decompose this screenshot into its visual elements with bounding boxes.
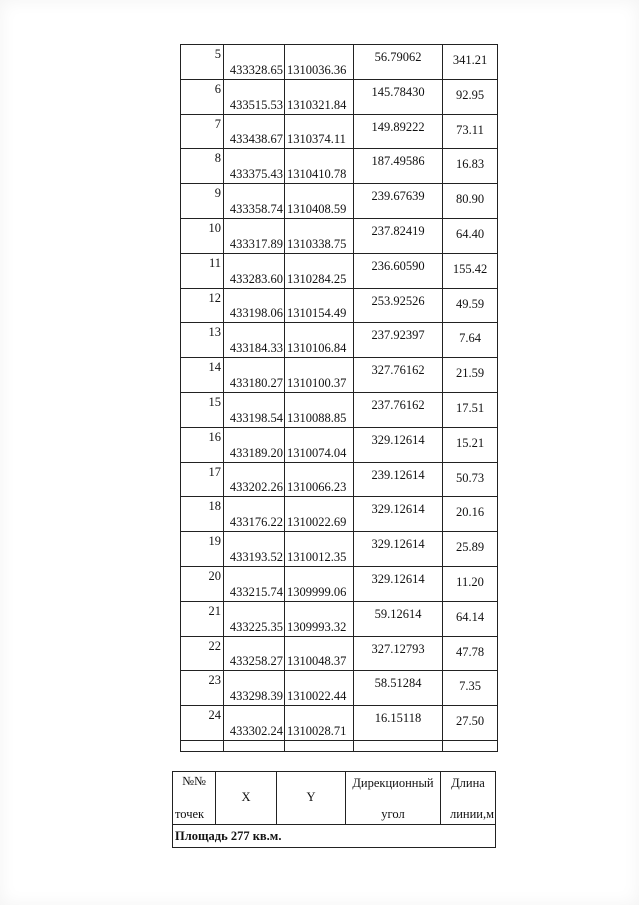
x-coordinate: 433225.35 — [229, 619, 283, 634]
line-length-cell — [443, 218, 498, 253]
point-number-cell — [181, 323, 224, 358]
header-x — [216, 772, 277, 825]
line-length: 50.73 — [455, 470, 485, 485]
line-length-cell — [443, 114, 498, 149]
direction-angle: 149.89222 — [371, 119, 425, 134]
direction-angle-cell — [354, 45, 443, 80]
point-number: 6 — [214, 81, 221, 96]
point-number-cell — [181, 288, 224, 323]
y-coordinate-cell — [285, 427, 354, 462]
table-row — [181, 114, 498, 149]
point-number-cell — [181, 149, 224, 184]
table-header — [172, 771, 496, 848]
line-length-cell — [443, 532, 498, 567]
point-number-cell — [181, 706, 224, 741]
point-number-cell — [181, 358, 224, 393]
line-length-cell — [443, 288, 498, 323]
point-number-cell — [181, 566, 224, 601]
direction-angle: 59.12614 — [374, 606, 422, 621]
line-length: 20.16 — [455, 505, 485, 520]
x-coordinate: 433193.52 — [229, 549, 283, 564]
table-row — [181, 636, 498, 671]
y-coordinate-cell — [285, 45, 354, 80]
empty-cell — [181, 740, 224, 751]
x-coordinate: 433198.06 — [229, 306, 283, 321]
table-row — [181, 253, 498, 288]
point-number-cell — [181, 636, 224, 671]
point-number: 24 — [208, 708, 221, 723]
header-point-number-top: №№ — [182, 774, 206, 788]
table-row — [181, 462, 498, 497]
area-row — [173, 825, 496, 848]
point-number-cell — [181, 671, 224, 706]
line-length-cell — [443, 636, 498, 671]
y-coordinate: 1310074.04 — [287, 445, 347, 460]
line-length: 64.14 — [455, 609, 485, 624]
direction-angle-cell — [354, 218, 443, 253]
x-coordinate-cell — [224, 532, 285, 567]
direction-angle: 239.67639 — [371, 189, 425, 204]
direction-angle-cell — [354, 79, 443, 114]
x-coordinate-cell — [224, 79, 285, 114]
x-coordinate: 433283.60 — [229, 271, 283, 286]
direction-angle-cell — [354, 149, 443, 184]
y-coordinate-cell — [285, 253, 354, 288]
x-coordinate-cell — [224, 601, 285, 636]
x-coordinate-cell — [224, 462, 285, 497]
point-number-cell — [181, 532, 224, 567]
line-length-cell — [443, 671, 498, 706]
point-number: 10 — [208, 220, 221, 235]
table-row — [181, 497, 498, 532]
y-coordinate: 1310408.59 — [287, 201, 347, 216]
point-number: 23 — [208, 673, 221, 688]
y-coordinate: 1310100.37 — [287, 375, 347, 390]
x-coordinate: 433180.27 — [229, 375, 283, 390]
line-length: 7.64 — [459, 331, 481, 346]
direction-angle: 56.79062 — [374, 50, 422, 64]
x-coordinate-cell — [224, 671, 285, 706]
header-point-number-bottom: точек — [175, 807, 205, 821]
point-number: 17 — [208, 464, 221, 479]
direction-angle-cell — [354, 358, 443, 393]
direction-angle-cell — [354, 253, 443, 288]
y-coordinate: 1310321.84 — [287, 97, 347, 112]
table-row — [181, 45, 498, 80]
direction-angle: 16.15118 — [374, 711, 422, 726]
y-coordinate: 1310154.49 — [287, 306, 347, 321]
point-number-cell — [181, 427, 224, 462]
point-number-cell — [181, 184, 224, 219]
table-row — [181, 79, 498, 114]
header-y-label: Y — [306, 790, 316, 804]
point-number-cell — [181, 218, 224, 253]
direction-angle: 237.76162 — [371, 397, 425, 412]
direction-angle-cell — [354, 184, 443, 219]
y-coordinate: 1310048.37 — [287, 654, 347, 669]
x-coordinate: 433358.74 — [229, 201, 283, 216]
y-coordinate-cell — [285, 392, 354, 427]
point-number-cell — [181, 392, 224, 427]
empty-cell — [443, 740, 498, 751]
y-coordinate-cell — [285, 184, 354, 219]
line-length: 11.20 — [456, 574, 484, 589]
y-coordinate-cell — [285, 462, 354, 497]
line-length: 73.11 — [456, 122, 484, 137]
x-coordinate-cell — [224, 392, 285, 427]
y-coordinate: 1310028.71 — [287, 723, 347, 738]
header-length-bottom: линии,м — [449, 807, 494, 821]
table-row — [181, 706, 498, 741]
direction-angle: 329.12614 — [371, 537, 425, 552]
y-coordinate: 1310066.23 — [287, 480, 347, 495]
x-coordinate: 433317.89 — [229, 236, 283, 251]
y-coordinate: 1310022.69 — [287, 515, 347, 530]
line-length-cell — [443, 566, 498, 601]
y-coordinate-cell — [285, 114, 354, 149]
x-coordinate: 433438.67 — [229, 132, 283, 147]
point-number-cell — [181, 114, 224, 149]
line-length-cell — [443, 497, 498, 532]
empty-cell — [354, 740, 443, 751]
x-coordinate-cell — [224, 497, 285, 532]
x-coordinate: 433189.20 — [229, 445, 283, 460]
direction-angle-cell — [354, 601, 443, 636]
point-number: 9 — [214, 186, 221, 201]
y-coordinate: 1310374.11 — [287, 132, 346, 147]
x-coordinate: 433302.24 — [229, 723, 283, 738]
y-coordinate-cell — [285, 706, 354, 741]
x-coordinate-cell — [224, 566, 285, 601]
direction-angle-cell — [354, 288, 443, 323]
line-length: 25.89 — [455, 540, 485, 555]
table-row — [181, 288, 498, 323]
table-row — [181, 566, 498, 601]
point-number-cell — [181, 497, 224, 532]
point-number: 7 — [214, 116, 221, 131]
y-coordinate-cell — [285, 671, 354, 706]
x-coordinate-cell — [224, 114, 285, 149]
line-length: 92.95 — [455, 87, 485, 102]
point-number-cell — [181, 45, 224, 80]
y-coordinate-cell — [285, 149, 354, 184]
x-coordinate-cell — [224, 253, 285, 288]
direction-angle-cell — [354, 671, 443, 706]
header-y — [277, 772, 346, 825]
direction-angle: 329.12614 — [371, 571, 425, 586]
line-length: 47.78 — [455, 644, 485, 659]
point-number-cell — [181, 79, 224, 114]
table-row — [181, 184, 498, 219]
point-number-cell — [181, 253, 224, 288]
y-coordinate: 1310284.25 — [287, 271, 347, 286]
point-number: 8 — [214, 151, 221, 166]
line-length-cell — [443, 253, 498, 288]
direction-angle-cell — [354, 427, 443, 462]
line-length-cell — [443, 601, 498, 636]
point-number-cell — [181, 601, 224, 636]
y-coordinate: 1309993.32 — [287, 619, 347, 634]
line-length: 341.21 — [452, 53, 488, 67]
point-number: 19 — [208, 534, 221, 549]
direction-angle: 329.12614 — [371, 432, 425, 447]
point-number: 21 — [208, 603, 221, 618]
header-angle-bottom: угол — [381, 807, 405, 821]
point-number: 22 — [208, 638, 221, 653]
direction-angle: 187.49586 — [371, 154, 425, 169]
x-coordinate-cell — [224, 427, 285, 462]
direction-angle: 237.92397 — [371, 328, 425, 343]
y-coordinate: 1310036.36 — [287, 62, 347, 77]
direction-angle: 239.12614 — [371, 467, 425, 482]
x-coordinate-cell — [224, 288, 285, 323]
x-coordinate: 433258.27 — [229, 654, 283, 669]
line-length: 7.35 — [459, 679, 481, 694]
table-row — [181, 218, 498, 253]
direction-angle-cell — [354, 497, 443, 532]
table-row — [181, 532, 498, 567]
point-number: 11 — [208, 255, 221, 270]
x-coordinate-cell — [224, 184, 285, 219]
table-row — [181, 149, 498, 184]
coordinates-table — [180, 44, 498, 752]
header-angle — [346, 772, 441, 825]
direction-angle-cell — [354, 532, 443, 567]
y-coordinate: 1310410.78 — [287, 167, 347, 182]
table-row — [181, 323, 498, 358]
direction-angle-cell — [354, 636, 443, 671]
y-coordinate-cell — [285, 79, 354, 114]
direction-angle: 253.92526 — [371, 293, 425, 308]
y-coordinate-cell — [285, 566, 354, 601]
y-coordinate-cell — [285, 218, 354, 253]
empty-cell — [285, 740, 354, 751]
direction-angle: 327.12793 — [371, 641, 425, 656]
x-coordinate: 433328.65 — [229, 62, 283, 77]
header-length — [441, 772, 496, 825]
y-coordinate: 1310338.75 — [287, 236, 347, 251]
x-coordinate: 433215.74 — [229, 584, 283, 599]
direction-angle: 327.76162 — [371, 363, 425, 378]
x-coordinate-cell — [224, 45, 285, 80]
header-point-number — [173, 772, 216, 825]
point-number: 18 — [208, 499, 221, 514]
y-coordinate: 1310088.85 — [287, 410, 347, 425]
x-coordinate: 433176.22 — [229, 515, 283, 530]
direction-angle: 329.12614 — [371, 502, 425, 517]
x-coordinate-cell — [224, 218, 285, 253]
x-coordinate: 433202.26 — [229, 480, 283, 495]
point-number: 15 — [208, 394, 221, 409]
line-length-cell — [443, 358, 498, 393]
line-length: 16.83 — [455, 157, 485, 172]
table-row-empty — [181, 740, 498, 751]
line-length: 80.90 — [455, 192, 485, 207]
line-length-cell — [443, 462, 498, 497]
point-number: 20 — [208, 568, 221, 583]
direction-angle-cell — [354, 706, 443, 741]
point-number: 12 — [208, 290, 221, 305]
table-row — [181, 392, 498, 427]
table-row — [181, 427, 498, 462]
direction-angle: 237.82419 — [371, 223, 425, 238]
line-length-cell — [443, 706, 498, 741]
y-coordinate-cell — [285, 601, 354, 636]
line-length-cell — [443, 392, 498, 427]
y-coordinate-cell — [285, 636, 354, 671]
x-coordinate: 433198.54 — [229, 410, 283, 425]
direction-angle-cell — [354, 462, 443, 497]
line-length-cell — [443, 45, 498, 80]
x-coordinate-cell — [224, 636, 285, 671]
line-length-cell — [443, 149, 498, 184]
line-length: 17.51 — [455, 400, 485, 415]
header-length-top: Длина — [451, 776, 485, 790]
y-coordinate-cell — [285, 323, 354, 358]
line-length: 15.21 — [455, 435, 485, 450]
x-coordinate: 433184.33 — [229, 341, 283, 356]
y-coordinate-cell — [285, 532, 354, 567]
line-length-cell — [443, 79, 498, 114]
direction-angle: 145.78430 — [371, 84, 425, 99]
point-number: 13 — [208, 325, 221, 340]
y-coordinate: 1310106.84 — [287, 341, 347, 356]
table-row — [181, 671, 498, 706]
direction-angle-cell — [354, 114, 443, 149]
header-row — [173, 772, 496, 825]
x-coordinate: 433298.39 — [229, 689, 283, 704]
line-length-cell — [443, 323, 498, 358]
direction-angle: 58.51284 — [374, 676, 422, 691]
y-coordinate-cell — [285, 358, 354, 393]
table-row — [181, 358, 498, 393]
y-coordinate: 1310012.35 — [287, 549, 347, 564]
x-coordinate-cell — [224, 358, 285, 393]
header-x-label: X — [241, 790, 251, 804]
empty-cell — [224, 740, 285, 751]
line-length: 49.59 — [455, 296, 485, 311]
point-number: 16 — [208, 429, 221, 444]
direction-angle-cell — [354, 392, 443, 427]
line-length: 64.40 — [455, 226, 485, 241]
point-number: 14 — [208, 360, 221, 375]
line-length: 21.59 — [455, 366, 485, 381]
y-coordinate: 1310022.44 — [287, 689, 347, 704]
area-text: Площадь 277 кв.м. — [173, 825, 496, 848]
table-row — [181, 601, 498, 636]
direction-angle-cell — [354, 323, 443, 358]
point-number-cell — [181, 462, 224, 497]
x-coordinate: 433375.43 — [229, 167, 283, 182]
y-coordinate-cell — [285, 288, 354, 323]
y-coordinate-cell — [285, 497, 354, 532]
direction-angle: 236.60590 — [371, 258, 425, 273]
line-length: 27.50 — [455, 714, 485, 729]
x-coordinate-cell — [224, 706, 285, 741]
line-length: 155.42 — [452, 261, 488, 276]
line-length-cell — [443, 427, 498, 462]
header-angle-top: Дирекционный — [352, 776, 434, 790]
direction-angle-cell — [354, 566, 443, 601]
y-coordinate: 1309999.06 — [287, 584, 347, 599]
x-coordinate-cell — [224, 323, 285, 358]
x-coordinate: 433515.53 — [229, 97, 283, 112]
point-number: 5 — [214, 47, 221, 61]
line-length-cell — [443, 184, 498, 219]
x-coordinate-cell — [224, 149, 285, 184]
